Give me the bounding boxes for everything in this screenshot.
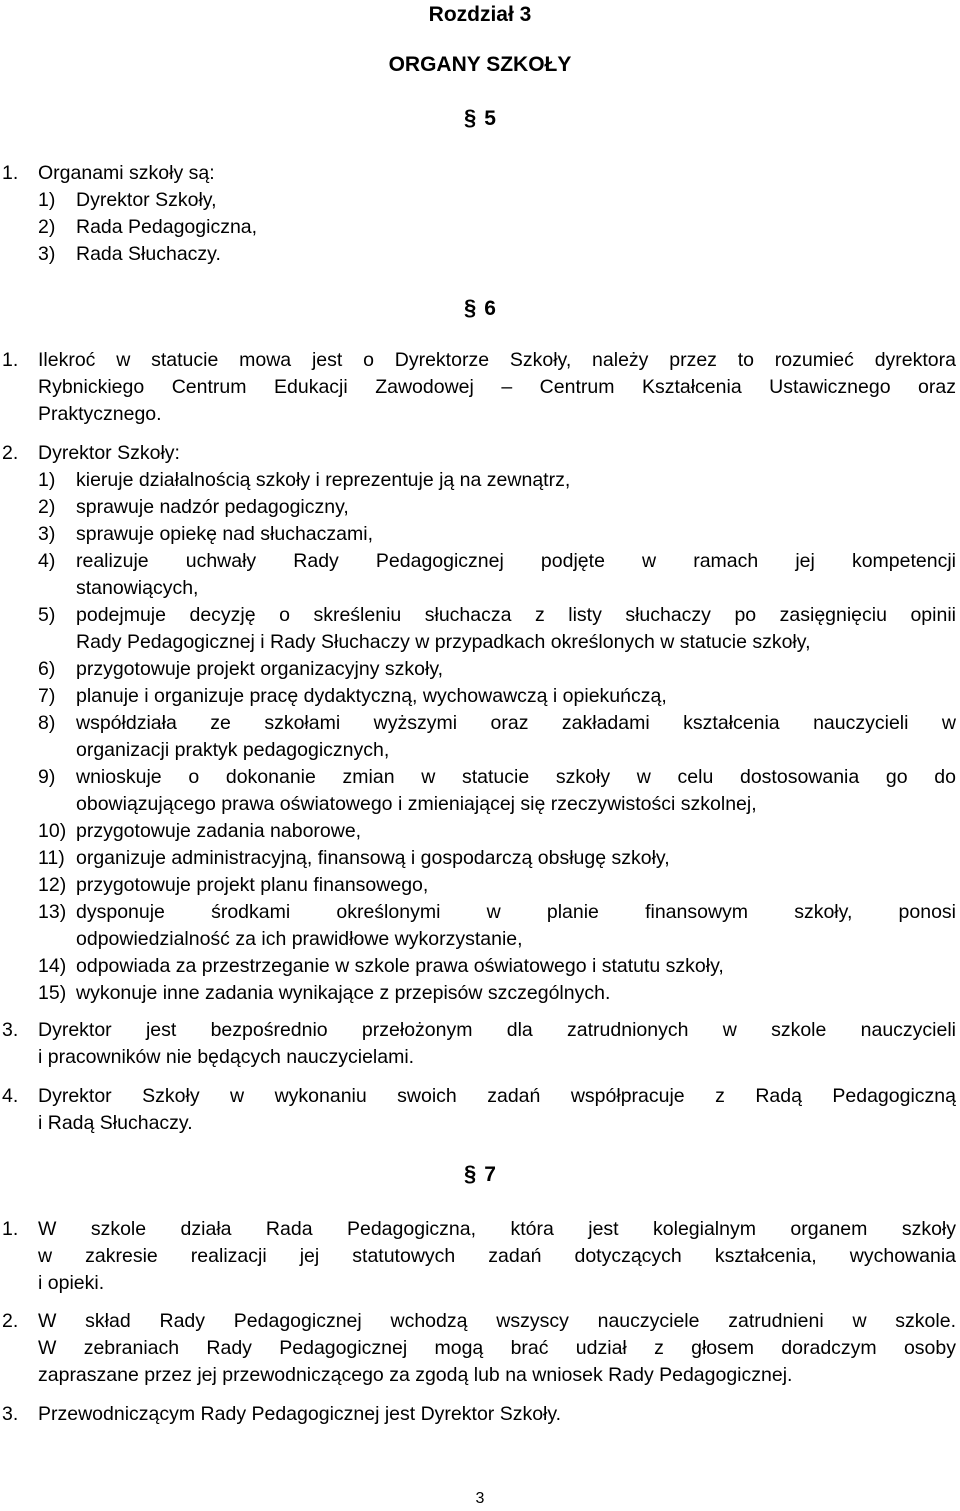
- paragraph-number: 4.: [2, 1085, 19, 1107]
- chapter-subtitle: ORGANY SZKOŁY: [388, 53, 572, 76]
- paragraph-line: i Radą Słuchaczy.: [38, 1112, 193, 1134]
- list-item-text: wnioskuje o dokonanie zmian w statucie szkoły w celu dostosowania go do: [76, 766, 956, 788]
- list-item-number: 10): [38, 820, 67, 842]
- list-item-number: 1): [38, 189, 56, 211]
- list-item-text: Rady Pedagogicznej i Rady Słuchaczy w przypadkach określonych w statucie szkoły,: [76, 631, 811, 653]
- paragraph-number: 1.: [2, 349, 19, 371]
- paragraph-line: Rybnickiego Centrum Edukacji Zawodowej – Centrum Kształcenia Ustawicznego oraz: [38, 376, 956, 398]
- paragraph-line: W skład Rady Pedagogicznej wchodzą wszyscy nauczyciele zatrudnieni w szkole.: [38, 1310, 956, 1332]
- paragraph-line: zapraszane przez jej przewodniczącego za zgodą lub na wniosek Rady Pedagogicznej.: [38, 1364, 793, 1386]
- list-item-number: 8): [38, 712, 56, 734]
- paragraph-number: 3.: [2, 1019, 19, 1041]
- paragraph-line: W szkole działa Rada Pedagogiczna, która jest kolegialnym organem szkoły: [38, 1218, 956, 1240]
- paragraph-text: Organami szkoły są:: [38, 162, 215, 184]
- list-item-number: 6): [38, 658, 56, 680]
- chapter-title: Rozdział 3: [428, 3, 532, 26]
- paragraph-line: Dyrektor Szkoły w wykonaniu swoich zadań współpracuje z Radą Pedagogiczną: [38, 1085, 956, 1107]
- list-item-text: Rada Pedagogiczna,: [76, 216, 258, 238]
- paragraph-number: 3.: [2, 1403, 19, 1425]
- list-item-text: przygotowuje zadania naborowe,: [76, 820, 362, 842]
- paragraph-line: i pracowników nie będących nauczycielami.: [38, 1046, 415, 1068]
- section-heading-5: [0, 105, 960, 132]
- section-number: 6: [484, 297, 496, 320]
- paragraph-number: 2.: [2, 442, 19, 464]
- list-item-text: odpowiedzialność za ich prawidłowe wykorzystanie,: [76, 928, 523, 950]
- list-item-text: planuje i organizuje pracę dydaktyczną, wychowawczą i opiekuńczą,: [76, 685, 667, 707]
- list-item-number: 3): [38, 523, 56, 545]
- section-sign: §: [464, 105, 477, 130]
- list-item-text: obowiązującego prawa oświatowego i zmieniającej się rzeczywistości szkolnej,: [76, 793, 757, 815]
- list-item-number: 2): [38, 216, 56, 238]
- list-item-text: wykonuje inne zadania wynikające z przepisów szczególnych.: [76, 982, 611, 1004]
- paragraph-line: w zakresie realizacji jej statutowych zadań dotyczących kształcenia, wychowania: [38, 1245, 956, 1267]
- list-item-number: 2): [38, 496, 56, 518]
- list-item-text: realizuje uchwały Rady Pedagogicznej podjęte w ramach jej kompetencji: [76, 550, 956, 572]
- list-item-text: stanowiących,: [76, 577, 199, 599]
- section-heading-7: [0, 1161, 960, 1188]
- paragraph-text: Dyrektor Szkoły:: [38, 442, 180, 464]
- paragraph-text: Przewodniczącym Rady Pedagogicznej jest Dyrektor Szkoły.: [38, 1403, 562, 1425]
- section-sign: §: [464, 295, 477, 320]
- list-item-number: 9): [38, 766, 56, 788]
- paragraph-line: Praktycznego.: [38, 403, 162, 425]
- list-item-number: 5): [38, 604, 56, 626]
- list-item-text: sprawuje opiekę nad słuchaczami,: [76, 523, 373, 545]
- list-item-number: 4): [38, 550, 56, 572]
- paragraph-line: Ilekroć w statucie mowa jest o Dyrektorze Szkoły, należy przez to rozumieć dyrektora: [38, 349, 956, 371]
- page-number: 3: [475, 1490, 485, 1507]
- section-heading-6: [0, 295, 960, 322]
- paragraph-line: i opieki.: [38, 1272, 105, 1294]
- list-item-text: odpowiada za przestrzeganie w szkole prawa oświatowego i statutu szkoły,: [76, 955, 724, 977]
- list-item-text: podejmuje decyzję o skreśleniu słuchacza z listy słuchaczy po zasięgnięciu opinii: [76, 604, 956, 626]
- paragraph-number: 1.: [2, 1218, 19, 1240]
- list-item-number: 7): [38, 685, 56, 707]
- list-item-number: 3): [38, 243, 56, 265]
- section-number: 7: [484, 1163, 496, 1186]
- list-item-number: 12): [38, 874, 67, 896]
- list-item-text: przygotowuje projekt organizacyjny szkoły,: [76, 658, 444, 680]
- list-item-number: 1): [38, 469, 56, 491]
- list-item-text: Rada Słuchaczy.: [76, 243, 221, 265]
- section-number: 5: [484, 107, 496, 130]
- list-item-text: Dyrektor Szkoły,: [76, 189, 217, 211]
- list-item-text: sprawuje nadzór pedagogiczny,: [76, 496, 349, 518]
- list-item-text: organizacji praktyk pedagogicznych,: [76, 739, 390, 761]
- list-item-text: organizuje administracyjną, finansową i gospodarczą obsługę szkoły,: [76, 847, 670, 869]
- section-sign: §: [464, 1161, 477, 1186]
- list-item-number: 11): [38, 847, 65, 869]
- list-item-number: 13): [38, 901, 67, 923]
- list-item-text: współdziała ze szkołami wyższymi oraz zakładami kształcenia nauczycieli w: [76, 712, 956, 734]
- list-item-number: 14): [38, 955, 67, 977]
- list-item-text: kieruje działalnością szkoły i reprezentuje ją na zewnątrz,: [76, 469, 571, 491]
- paragraph-line: Dyrektor jest bezpośrednio przełożonym dla zatrudnionych w szkole nauczycieli: [38, 1019, 956, 1041]
- paragraph-line: W zebraniach Rady Pedagogicznej mogą brać udział z głosem doradczym osoby: [38, 1337, 956, 1359]
- paragraph-number: 2.: [2, 1310, 19, 1332]
- list-item-text: dysponuje środkami określonymi w planie finansowym szkoły, ponosi: [76, 901, 956, 923]
- list-item-text: przygotowuje projekt planu finansowego,: [76, 874, 429, 896]
- list-item-number: 15): [38, 982, 67, 1004]
- paragraph-number: 1.: [2, 162, 19, 184]
